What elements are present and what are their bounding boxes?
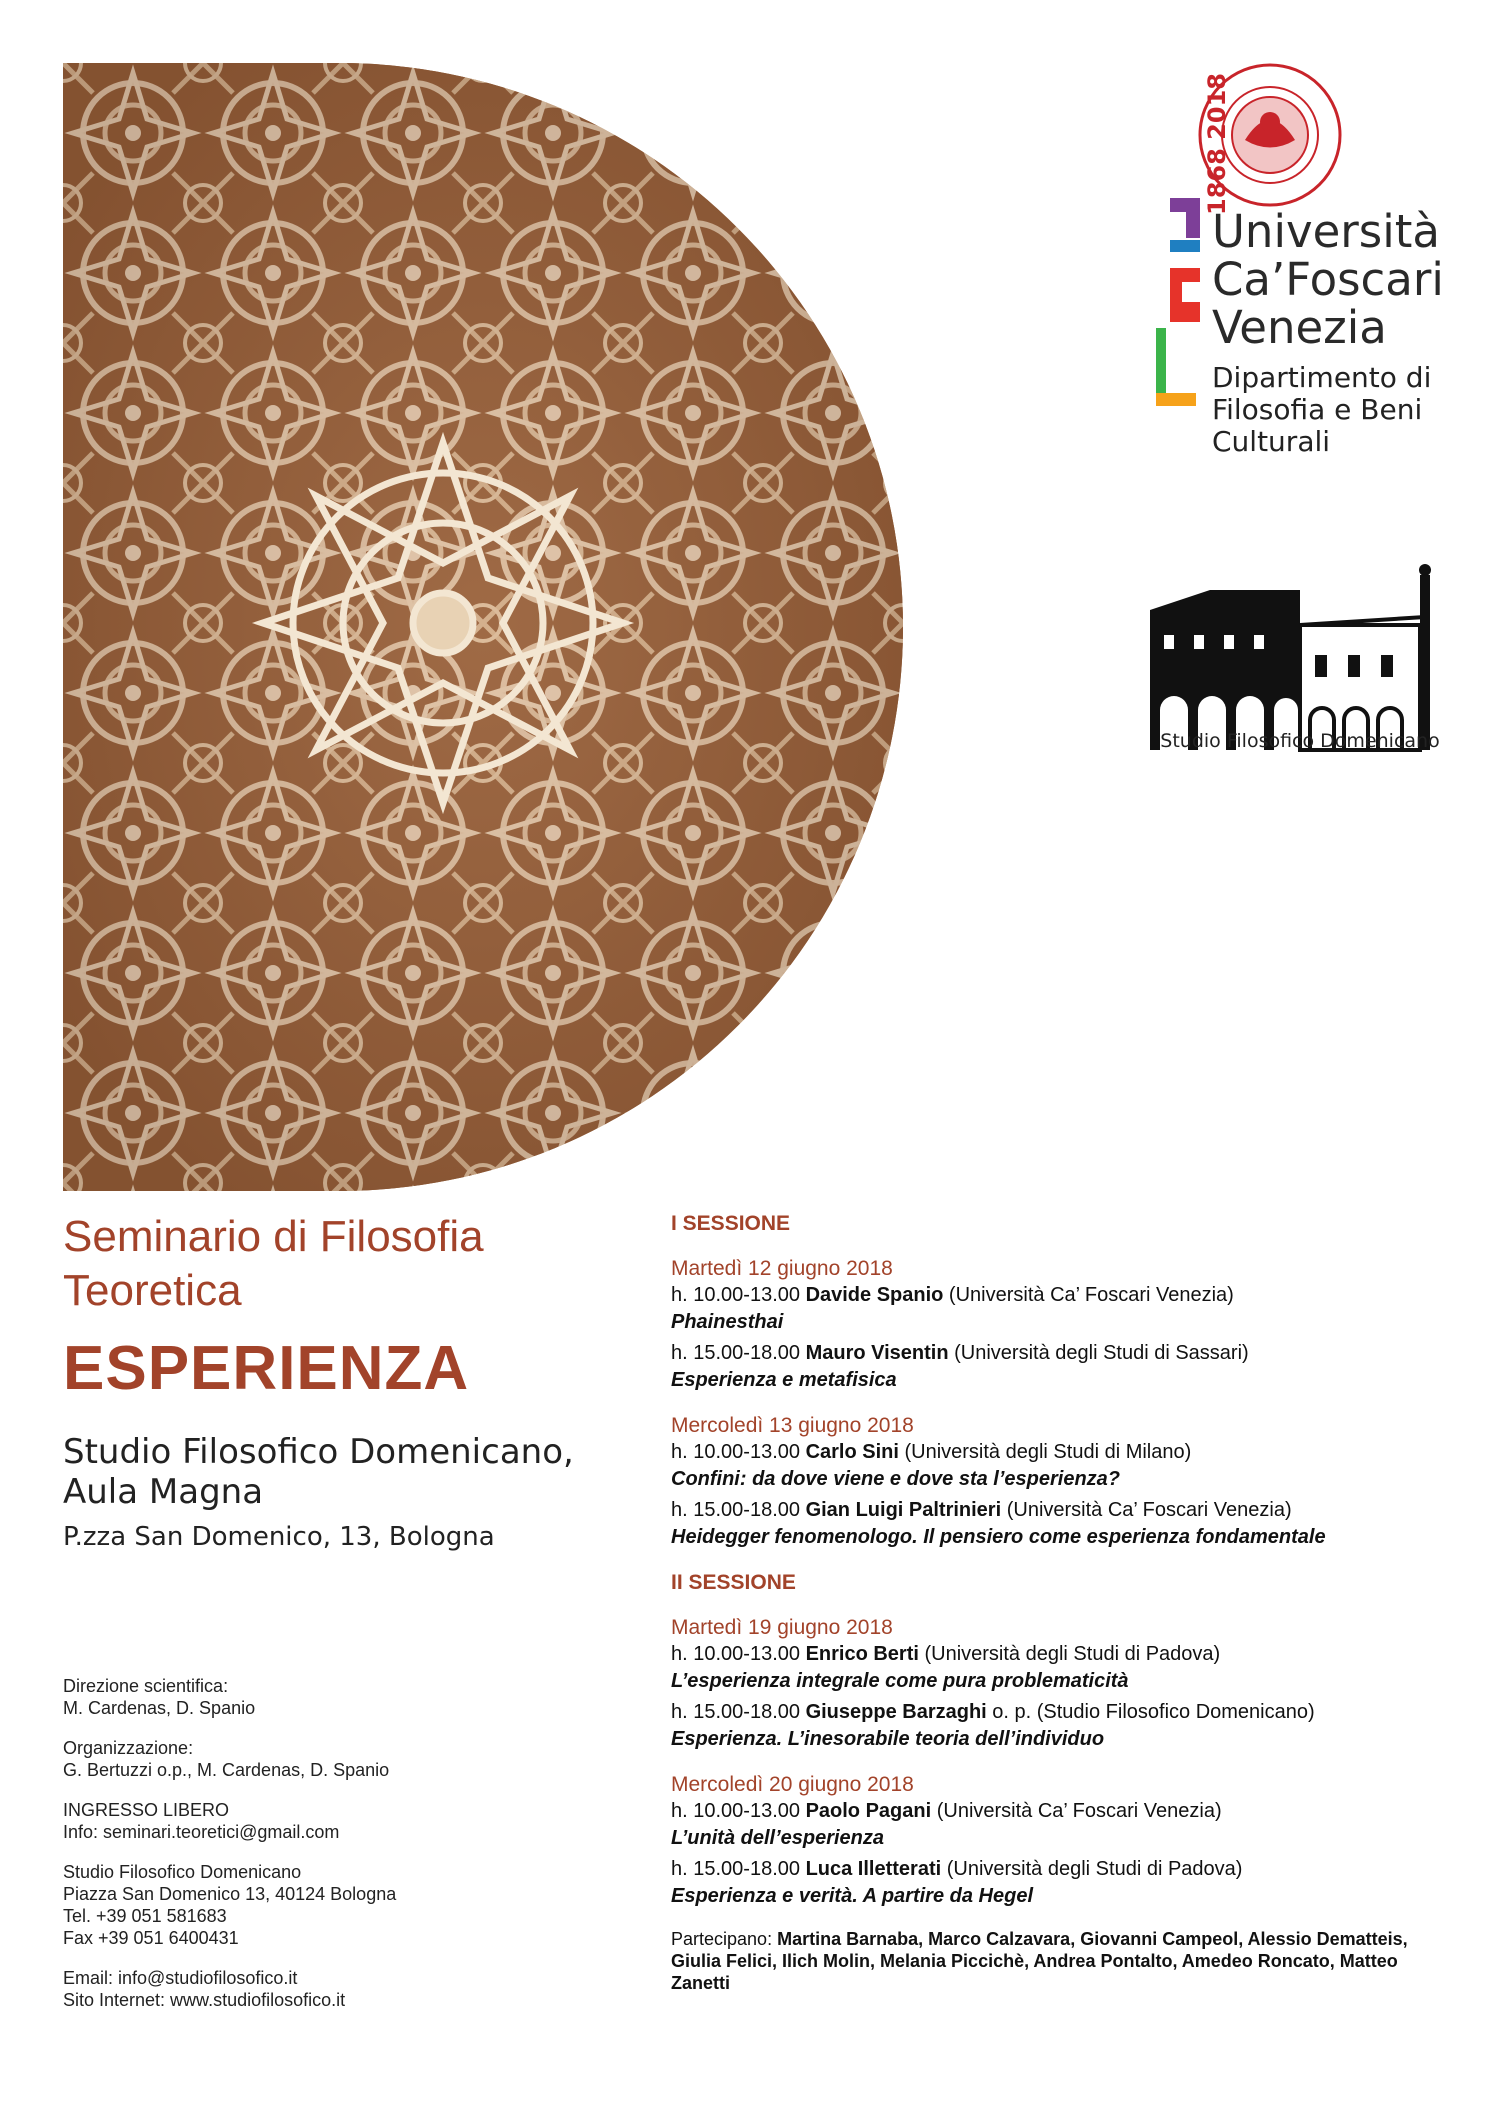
talk-title: L’esperienza integrale come pura problematicità	[671, 1670, 1129, 1692]
talk-slot	[671, 1798, 1451, 1825]
anniversary-150-icon	[1150, 178, 1210, 418]
day-date: Mercoledì 20 giugno 2018	[671, 1773, 914, 1796]
venue-address: P.zza San Domenico, 13, Bologna	[63, 1522, 495, 1552]
event-title: ESPERIENZA	[63, 1334, 470, 1403]
university-name: Università Ca’Foscari Venezia	[1212, 205, 1444, 354]
speaker-name: Davide Spanio	[805, 1284, 944, 1306]
event-header	[63, 1210, 663, 1554]
program-day	[671, 1771, 1451, 1910]
studio-filosofico-caption: Studio Filosofico Domenicano	[1160, 730, 1440, 752]
department-name: Dipartimento di Filosofia e Beni Culturali	[1212, 361, 1432, 458]
talk-title: Esperienza e metafisica	[671, 1369, 897, 1391]
speaker-affiliation: (Università Ca’ Foscari Venezia)	[943, 1284, 1234, 1306]
arabesque-pattern	[63, 63, 903, 1191]
speaker-affiliation: (Università degli Studi di Sassari)	[948, 1342, 1249, 1364]
university-seal-icon	[1195, 60, 1345, 210]
talk-title: Confini: da dove viene e dove sta l’esperienza?	[671, 1468, 1121, 1490]
program-day	[671, 1614, 1451, 1753]
talk-title: Phainesthai	[671, 1311, 784, 1333]
program-day	[671, 1255, 1451, 1394]
venue: Studio Filosofico Domenicano, Aula Magna	[63, 1432, 574, 1512]
speaker-affiliation: (Università degli Studi di Milano)	[898, 1441, 1192, 1463]
speaker-name: Mauro Visentin	[805, 1342, 949, 1364]
talk-slot	[671, 1340, 1451, 1367]
talk-slot	[671, 1497, 1451, 1524]
speaker-affiliation: (Università Ca’ Foscari Venezia)	[931, 1800, 1222, 1822]
talk-time: h. 10.00-13.00	[671, 1643, 806, 1665]
day-date: Mercoledì 13 giugno 2018	[671, 1414, 914, 1437]
talk-title: Esperienza e verità. A partire da Hegel	[671, 1885, 1034, 1907]
talk-time: h. 15.00-18.00	[671, 1499, 806, 1521]
info-block	[63, 1675, 623, 2029]
speaker-name: Giuseppe Barzaghi	[805, 1701, 987, 1723]
contact-email-link[interactable]: Email: info@studiofilosofico.it	[63, 1968, 298, 1988]
seminar-title: Seminario di Filosofia Teoretica	[63, 1212, 484, 1315]
talk-time: h. 10.00-13.00	[671, 1800, 806, 1822]
talk-time: h. 15.00-18.00	[671, 1701, 806, 1723]
website-link[interactable]: Sito Internet: www.studiofilosofico.it	[63, 1990, 346, 2010]
program-day	[671, 1412, 1451, 1551]
talk-slot	[671, 1856, 1451, 1883]
speaker-affiliation: o. p. (Studio Filosofico Domenicano)	[986, 1701, 1315, 1723]
talk-time: h. 10.00-13.00	[671, 1284, 806, 1306]
speaker-affiliation: (Università degli Studi di Padova)	[918, 1643, 1221, 1665]
talk-slot	[671, 1282, 1451, 1309]
entry-info: INGRESSO LIBERO Info: seminari.teoretici@gmail.com	[63, 1799, 623, 1843]
talk-time: h. 15.00-18.00	[671, 1342, 806, 1364]
speaker-affiliation: (Università Ca’ Foscari Venezia)	[1001, 1499, 1292, 1521]
talk-title: Esperienza. L’inesorabile teoria dell’individuo	[671, 1728, 1105, 1750]
anniversary-years: 1868 2018	[1202, 73, 1231, 215]
hero-ornament-image	[63, 63, 903, 1191]
talk-slot	[671, 1439, 1451, 1466]
talk-title: L’unità dell’esperienza	[671, 1827, 885, 1849]
organization: Organizzazione: G. Bertuzzi o.p., M. Cardenas, D. Spanio	[63, 1738, 390, 1780]
speaker-name: Luca Illetterati	[805, 1858, 942, 1880]
speaker-name: Carlo Sini	[805, 1441, 899, 1463]
participants-names: Martina Barnaba, Marco Calzavara, Giovanni Campeol, Alessio Dematteis, Giulia Felici, Ilich Molin, Melania Piccichè, Andrea Pontalto, Amedeo Roncato, Matteo Zanetti	[671, 1929, 1408, 1993]
direction: Direzione scientifica: M. Cardenas, D. Spanio	[63, 1676, 256, 1718]
session-label: II SESSIONE	[671, 1571, 796, 1594]
participants	[671, 1928, 1451, 1994]
program	[671, 1210, 1451, 1994]
speaker-name: Paolo Pagani	[805, 1800, 932, 1822]
day-date: Martedì 19 giugno 2018	[671, 1616, 893, 1639]
talk-time: h. 10.00-13.00	[671, 1441, 806, 1463]
participants-label: Partecipano:	[671, 1929, 778, 1949]
session-label: I SESSIONE	[671, 1212, 791, 1235]
info-email[interactable]: Info: seminari.teoretici@gmail.com	[63, 1822, 340, 1842]
talk-title: Heidegger fenomenologo. Il pensiero come esperienza fondamentale	[671, 1526, 1326, 1548]
speaker-affiliation: (Università degli Studi di Padova)	[941, 1858, 1243, 1880]
talk-slot	[671, 1641, 1451, 1668]
contact-address: Studio Filosofico Domenicano Piazza San Domenico 13, 40124 Bologna Tel. +39 051 581683 Fax +39 051 6400431	[63, 1862, 397, 1948]
talk-time: h. 15.00-18.00	[671, 1858, 806, 1880]
day-date: Martedì 12 giugno 2018	[671, 1257, 893, 1280]
speaker-name: Gian Luigi Paltrinieri	[805, 1499, 1002, 1521]
contact-web	[63, 1967, 623, 2011]
speaker-name: Enrico Berti	[805, 1643, 919, 1665]
talk-slot	[671, 1699, 1451, 1726]
